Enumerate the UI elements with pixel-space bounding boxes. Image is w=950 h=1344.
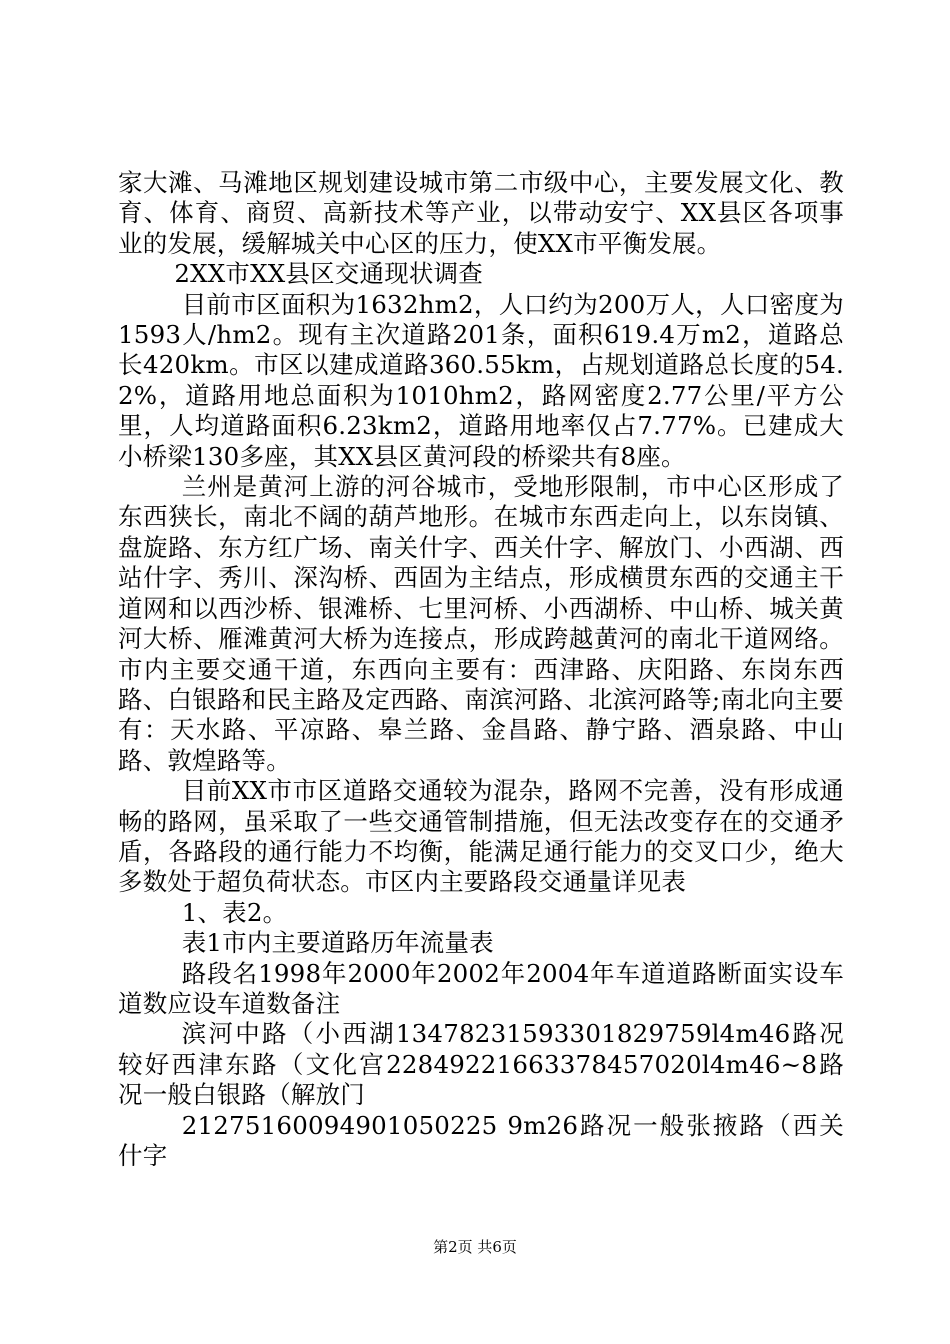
document-body [118, 168, 844, 1171]
paragraph-area-stats: 目前市区面积为1632hm2，人口约为200万人，人口密度为1593人/hm2。现有主次道路201条，面积619.4万m2，道路总长420km。市区以建成道路360.55km，占规划道路总长度的54.2%，道路用地总面积为1010hm2，路网密度2.77公里/平方公里，人均道路面积6.23km2，道路用地率仅占7.77%。已建成大小桥梁130多座，其XX县区黄河段的桥梁共有8座。 [118, 289, 844, 471]
paragraph-road-network: 兰州是黄河上游的河谷城市，受地形限制，市中心区形成了东西狭长，南北不阔的葫芦地形。在城市东西走向上，以东岗镇、盘旋路、东方红广场、南关什字、西关什字、解放门、小西湖、西站什字、秀川、深沟桥、西固为主结点，形成横贯东西的交通主干道网和以西沙桥、银滩桥、七里河桥、小西湖桥、中山桥、城关黄河大桥、雁滩黄河大桥为连接点，形成跨越黄河的南北干道网络。市内主要交通干道，东西向主要有：西津路、庆阳路、东岗东西路、白银路和民主路及定西路、南滨河路、北滨河路等;南北向主要有：天水路、平凉路、皋兰路、金昌路、静宁路、酒泉路、中山路、敦煌路等。 [118, 472, 844, 775]
section-heading: 2XX市XX县区交通现状调查 [174, 259, 483, 289]
page-number-footer: 第2页 共6页 [433, 1238, 517, 1256]
table-data-row: 滨河中路（小西湖13478231593301829759l4m46路况较好西津东路（文化宫22849221663378457020l4m46~8路况一般白银路（解放门 [118, 1019, 844, 1110]
paragraph-table-ref: 1、表2。 [181, 897, 288, 927]
table-caption: 表1市内主要道路历年流量表 [181, 928, 494, 958]
paragraph-continuation: 家大滩、马滩地区规划建设城市第二市级中心，主要发展文化、教育、体育、商贸、高新技术等产业，以带动安宁、XX县区各项事业的发展，缓解城关中心区的压力，使XX市平衡发展。 [118, 168, 844, 258]
table-header-row: 路段名1998年2000年2002年2004年车道道路断面实设车道数应设车道数备注 [118, 958, 844, 1018]
table-data-row: 21275160094901050225 9m26路况一般张掖路（西关什字 [118, 1110, 844, 1170]
paragraph-traffic-status: 目前XX市市区道路交通较为混杂，路网不完善，没有形成通畅的路网，虽采取了一些交通管制措施，但无法改变存在的交通矛盾，各路段的通行能力不均衡，能满足通行能力的交叉口少，绝大多数处于超负荷状态。市区内主要路段交通量详见表 [118, 776, 844, 897]
